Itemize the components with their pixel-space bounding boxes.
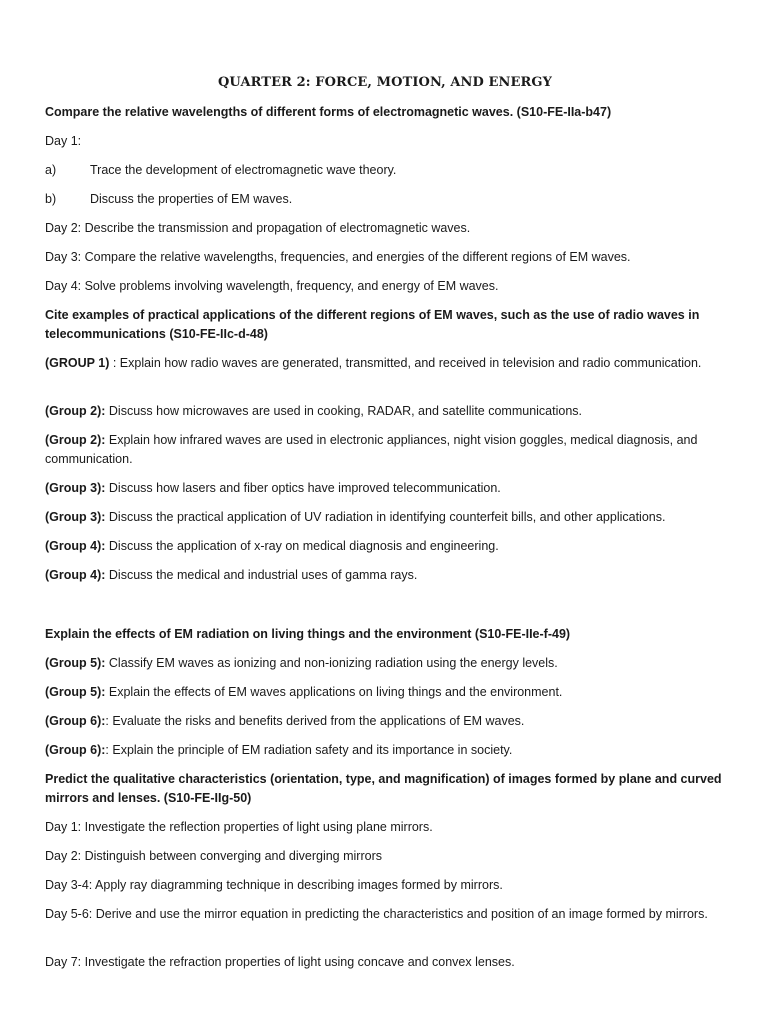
day-line: Day 4: Solve problems involving wavelength, frequency, and energy of EM waves. [45, 279, 499, 293]
group-label: (Group 2): [45, 433, 106, 447]
group-label: (Group 4): [45, 539, 106, 553]
group-text: Explain how infrared waves are used in electronic appliances, night vision goggles, medical diagnosis, and communication. [45, 433, 698, 466]
day-line: Day 5-6: Derive and use the mirror equation in predicting the characteristics and position of an image formed by mirrors. [45, 907, 708, 921]
list-item [45, 190, 725, 209]
group-text: : Evaluate the risks and benefits derived from the applications of EM waves. [105, 714, 525, 728]
list-item-text: Discuss the properties of EM waves. [90, 192, 293, 206]
day-line: Day 2: Distinguish between converging and diverging mirrors [45, 849, 382, 863]
section-heading-effects: Explain the effects of EM radiation on living things and the environment (S10-FE-IIe-f-49) [45, 627, 571, 641]
group-text: : Explain how radio waves are generated, transmitted, and received in television and radio communication. [109, 356, 702, 370]
group-line [45, 537, 725, 556]
group-line [45, 741, 725, 760]
section-heading-applications: Cite examples of practical applications of the different regions of EM waves, such as the use of radio waves in telecommunications (S10-FE-IIc-d-48) [45, 308, 700, 341]
group-text: Discuss how lasers and fiber optics have improved telecommunication. [105, 481, 501, 495]
group-label: (Group 5): [45, 685, 106, 699]
group-line [45, 431, 725, 469]
day-1-label: Day 1: [45, 134, 82, 148]
section-heading-wavelengths: Compare the relative wavelengths of different forms of electromagnetic waves. (S10-FE-IIa-b47) [45, 105, 612, 119]
list-item [45, 161, 725, 180]
group-line [45, 712, 725, 731]
day-line: Day 1: Investigate the reflection properties of light using plane mirrors. [45, 820, 433, 834]
group-text: Classify EM waves as ionizing and non-ionizing radiation using the energy levels. [105, 656, 558, 670]
group-line [45, 566, 725, 585]
group-text: Explain the effects of EM waves applications on living things and the environment. [105, 685, 563, 699]
group-text: Discuss how microwaves are used in cooking, RADAR, and satellite communications. [105, 404, 583, 418]
day-line: Day 3: Compare the relative wavelengths, frequencies, and energies of the different regions of EM waves. [45, 250, 631, 264]
group-text: Discuss the application of x-ray on medical diagnosis and engineering. [105, 539, 499, 553]
group-line [45, 654, 725, 673]
group-label: (Group 2): [45, 404, 106, 418]
group-line [45, 508, 725, 527]
group-label: (Group 3): [45, 481, 106, 495]
group-line [45, 683, 725, 702]
group-label: (Group 6): [45, 743, 106, 757]
group-label: (GROUP 1) [45, 356, 110, 370]
document-title: QUARTER 2: FORCE, MOTION, AND ENERGY [217, 75, 553, 90]
day-line: Day 2: Describe the transmission and propagation of electromagnetic waves. [45, 221, 471, 235]
document-page [45, 0, 725, 1024]
group-label: (Group 4): [45, 568, 106, 582]
list-item-text: Trace the development of electromagnetic wave theory. [90, 163, 397, 177]
group-line [45, 479, 725, 498]
group-label: (Group 3): [45, 510, 106, 524]
group-label: (Group 6): [45, 714, 106, 728]
list-item-marker: a) [45, 163, 57, 177]
group-text: Discuss the medical and industrial uses of gamma rays. [105, 568, 418, 582]
group-line [45, 354, 725, 373]
group-text: Discuss the practical application of UV radiation in identifying counterfeit bills, and other applications. [105, 510, 666, 524]
group-line [45, 402, 725, 421]
section-heading-mirrors: Predict the qualitative characteristics (orientation, type, and magnification) of images formed by plane and curved mirrors and lenses. (S10-FE-IIg-50) [45, 772, 722, 805]
day-line: Day 7: Investigate the refraction properties of light using concave and convex lenses. [45, 955, 515, 969]
list-item-marker: b) [45, 192, 57, 206]
group-label: (Group 5): [45, 656, 106, 670]
day-line: Day 3-4: Apply ray diagramming technique in describing images formed by mirrors. [45, 878, 503, 892]
group-text: : Explain the principle of EM radiation safety and its importance in society. [105, 743, 513, 757]
